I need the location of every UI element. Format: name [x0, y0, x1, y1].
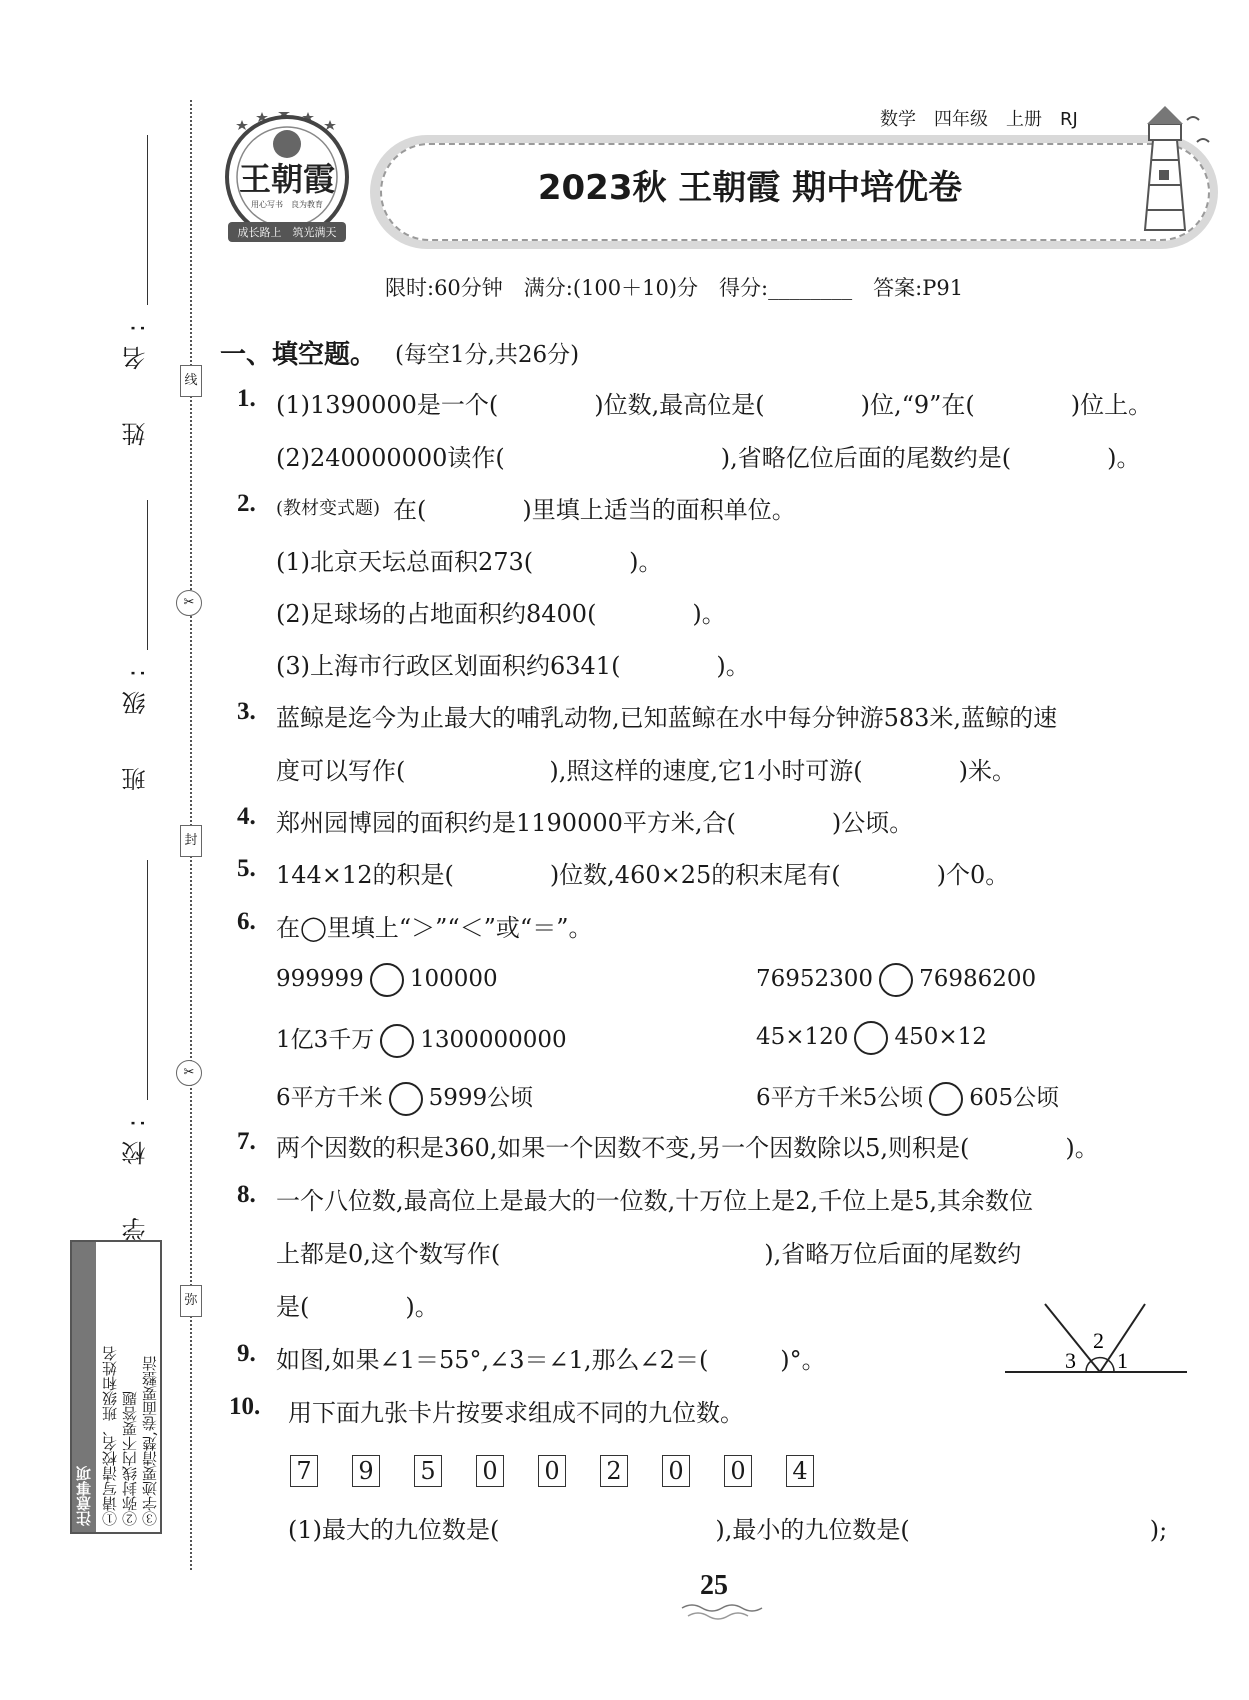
question-number: 4. [237, 803, 256, 830]
wave-ornament-icon [680, 1600, 770, 1622]
q10-part1: (1)最大的九位数是( ),最小的九位数是( ); [288, 1516, 1168, 1544]
digit-card: 0 [724, 1455, 752, 1487]
section-note: (每空1分,共26分) [395, 342, 580, 368]
question-number: 3. [237, 698, 256, 725]
brand-logo [218, 112, 356, 252]
angle-label-3: 3 [1065, 1348, 1076, 1373]
question-number: 7. [237, 1128, 256, 1155]
class-field[interactable] [147, 500, 148, 650]
q9-text: 如图,如果∠1＝55°,∠3＝∠1,那么∠2＝( )°。 [276, 1346, 826, 1374]
compare-circle[interactable] [854, 1021, 888, 1055]
logo-slogan: 成长路上 筑光满天 [237, 226, 337, 239]
q7-text: 两个因数的积是360,如果一个因数不变,另一个因数除以5,则积是( )。 [276, 1134, 1099, 1162]
compare-circle[interactable] [370, 963, 404, 997]
section-heading: 一、填空题。 [220, 340, 377, 370]
exam-meta: 限时:60分钟 满分:(100＋10)分 得分:________ 答案:P91 [385, 276, 964, 300]
q2-tag: (教材变式题) [276, 498, 381, 519]
question-number: 10. [229, 1393, 261, 1420]
scissors-icon: ✂ [176, 1060, 202, 1086]
notes-item-2: ②弥封线内不要答题 [121, 1391, 139, 1526]
q8-line3: 是( )。 [276, 1293, 439, 1321]
q6-stem: 在◯里填上“＞”“＜”或“＝”。 [276, 914, 593, 942]
scissors-icon: ✂ [176, 590, 202, 616]
digit-card: 9 [352, 1455, 380, 1487]
q2-part1: (1)北京天坛总面积273( )。 [276, 548, 663, 576]
q2-part3: (3)上海市行政区划面积约6341( )。 [276, 652, 750, 680]
question-number: 5. [237, 855, 256, 882]
lighthouse-icon [1125, 100, 1215, 235]
page-title: 2023秋 王朝霞 期中培优卷 [537, 168, 963, 208]
q5-text: 144×12的积是( )位数,460×25的积末尾有( )个0。 [276, 861, 1010, 889]
q6-row1-right: 76952300 76986200 [756, 963, 1036, 997]
school-label: 学 校: [122, 1105, 150, 1242]
q8-line2: 上都是0,这个数写作( ),省略万位后面的尾数约 [276, 1240, 1022, 1268]
question-number: 2. [237, 490, 256, 517]
q2-part2: (2)足球场的占地面积约8400( )。 [276, 600, 726, 628]
q3-line2: 度可以写作( ),照这样的速度,它1小时可游( )米。 [276, 757, 1016, 785]
q6-row3-left: 6平方千米 5999公顷 [276, 1079, 533, 1116]
compare-circle[interactable] [929, 1082, 963, 1116]
logo-brand: 王朝霞 [238, 160, 336, 198]
digit-card: 0 [662, 1455, 690, 1487]
seal-mark-xian: 线 [180, 365, 202, 397]
q6-row3-right: 6平方千米5公顷 605公顷 [756, 1079, 1059, 1116]
class-label: 班 级: [122, 655, 150, 792]
seal-mark-mi: 弥 [180, 1285, 202, 1317]
notes-item-3: ③字迹要清楚,卷面要整洁 [141, 1356, 159, 1526]
subject-info: 数学 四年级 上册 RJ [880, 109, 1078, 130]
q6-row2-left: 1亿3千万 1300000000 [276, 1021, 567, 1058]
question-number: 8. [237, 1181, 256, 1208]
notes-box [70, 1240, 162, 1534]
angle-label-1: 1 [1117, 1348, 1128, 1373]
q2-stem: 在( )里填上适当的面积单位。 [393, 496, 796, 524]
q1-part2: (2)240000000读作( ),省略亿位后面的尾数约是( )。 [276, 444, 1141, 472]
q10-stem: 用下面九张卡片按要求组成不同的九位数。 [288, 1399, 744, 1427]
digit-card: 0 [476, 1455, 504, 1487]
page-number: 25 [700, 1570, 728, 1601]
name-field[interactable] [147, 135, 148, 305]
notes-heading: 注意事项 [72, 1242, 96, 1532]
question-number: 9. [237, 1340, 256, 1367]
q6-row1-left: 999999 100000 [276, 963, 498, 997]
angle-figure [1005, 1300, 1195, 1380]
logo-motto: 用心写书 良为教育 [251, 200, 323, 209]
question-number: 6. [237, 908, 256, 935]
compare-circle[interactable] [380, 1024, 414, 1058]
digit-card: 2 [600, 1455, 628, 1487]
name-label: 姓 名: [122, 310, 150, 447]
q4-text: 郑州园博园的面积约是1190000平方米,合( )公顷。 [276, 809, 914, 837]
q8-line1: 一个八位数,最高位上是最大的一位数,十万位上是2,千位上是5,其余数位 [276, 1187, 1034, 1215]
seal-mark-feng: 封 [180, 825, 202, 857]
q1-part1: (1)1390000是一个( )位数,最高位是( )位,“9”在( )位上。 [276, 391, 1153, 419]
q3-line1: 蓝鲸是迄今为止最大的哺乳动物,已知蓝鲸在水中每分钟游583米,蓝鲸的速 [276, 704, 1058, 732]
digit-card: 0 [538, 1455, 566, 1487]
notes-item-1: ①请写清校名、班级和姓名 [101, 1346, 119, 1526]
school-field[interactable] [147, 860, 148, 1100]
compare-circle[interactable] [879, 963, 913, 997]
digit-card: 5 [414, 1455, 442, 1487]
q6-row2-right: 45×120 450×12 [756, 1021, 987, 1055]
digit-card: 7 [290, 1455, 318, 1487]
angle-label-2: 2 [1093, 1328, 1104, 1353]
compare-circle[interactable] [389, 1082, 423, 1116]
digit-card: 4 [786, 1455, 814, 1487]
question-number: 1. [237, 385, 256, 412]
